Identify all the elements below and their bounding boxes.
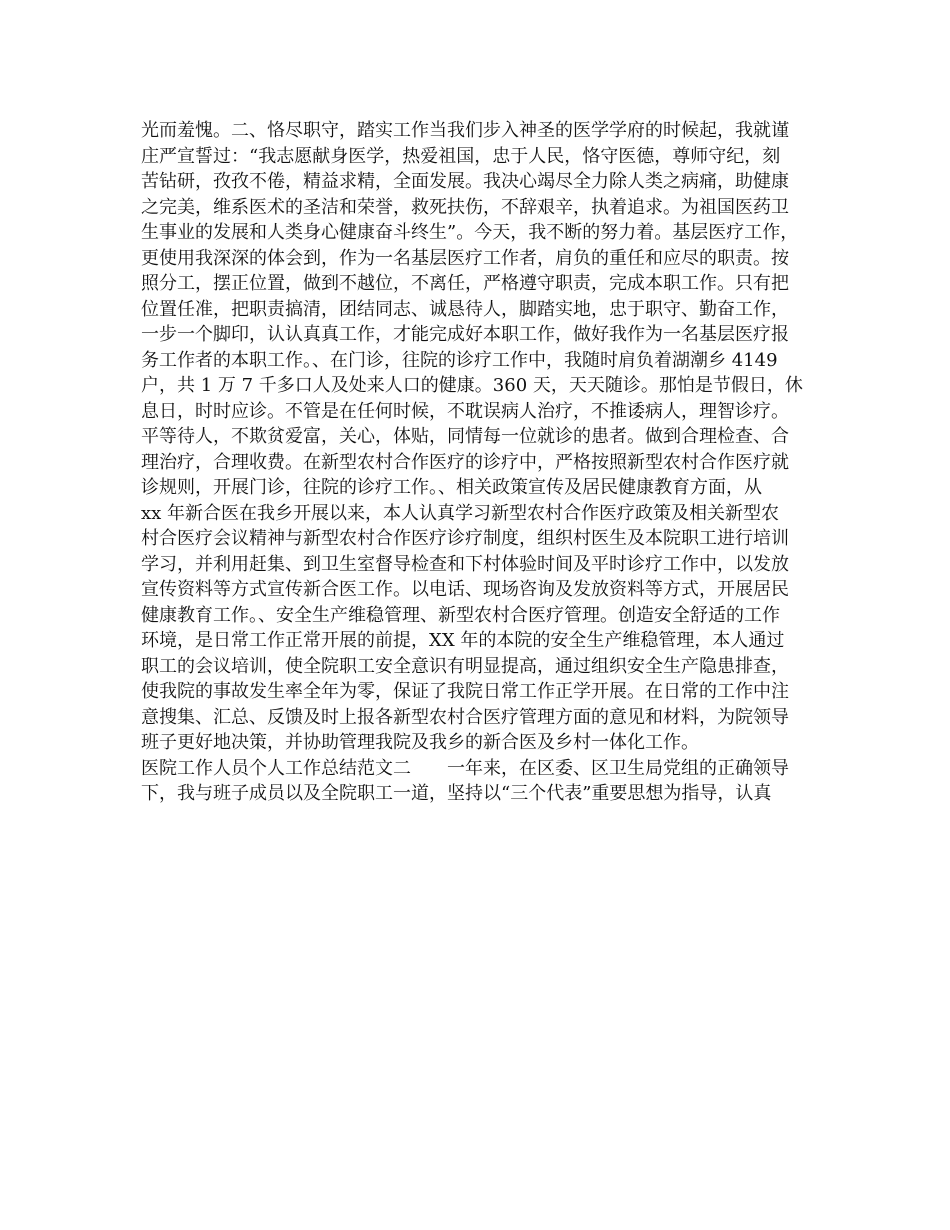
text-line: 户，共 1 万 7 千多口人及处来人口的健康。360 天，天天随诊。那怕是节假日，休 xyxy=(141,375,803,396)
text-line: 诊规则，开展门诊，往院的诊疗工作。、相关政策宣传及居民健康教育方面，从 xyxy=(141,477,762,498)
text-line: xx 年新合医在我乡开展以来，本人认真学习新型农村合作医疗政策及相关新型农 xyxy=(141,502,780,524)
text-line: 使我院的事故发生率全年为零，保证了我院日常工作正学开展。在日常的工作中注 xyxy=(141,681,789,702)
text-line: 庄严宣誓过：“我志愿献身医学，热爱祖国，忠于人民，恪守医德，尊师守纪，刻 xyxy=(141,145,781,167)
text-line: 村合医疗会议精神与新型农村合作医疗诊疗制度，组织村医生及本院职工进行培训 xyxy=(141,528,789,549)
text-line: 一步一个脚印，认认真真工作，才能完成好本职工作，做好我作为一名基层医疗报 xyxy=(141,324,789,345)
text-line: 宣传资料等方式宣传新合医工作。以电话、现场咨询及发放资料等方式，开展居民 xyxy=(141,579,789,600)
text-line: 位置任准，把职责搞清，团结同志、诚恳待人，脚踏实地，忠于职守、勤奋工作， xyxy=(141,298,789,320)
text-line: 平等待人，不欺贫爱富，关心，体贴，同情每一位就诊的患者。做到合理检查、合 xyxy=(141,426,789,447)
text-line: 苦钻研，孜孜不倦，精益求精，全面发展。我决心竭尽全力除人类之病痛，助健康 xyxy=(141,171,789,192)
text-line: 照分工，摆正位置，做到不越位，不离任，严格遵守职责，完成本职工作。只有把 xyxy=(141,273,789,294)
text-line: 健康教育工作。、安全生产维稳管理、新型农村合医疗管理。创造安全舒适的工作 xyxy=(141,604,780,626)
text-line: 环境，是日常工作正常开展的前提，XX 年的本院的安全生产维稳管理，本人通过 xyxy=(141,630,785,651)
text-line: 息日，时时应诊。不管是在任何时候，不耽误病人治疗，不推诿病人，理智诊疗。 xyxy=(141,400,789,422)
text-line: 务工作者的本职工作。、在门诊，往院的诊疗工作中，我随时肩负着湖潮乡 4149 xyxy=(141,349,778,371)
text-line: 光而羞愧。二、恪尽职守，踏实工作当我们步入神圣的医学学府的时候起，我就谨 xyxy=(141,120,789,141)
text-line: 理治疗，合理收费。在新型农村合作医疗的诊疗中，严格按照新型农村合作医疗就 xyxy=(141,451,789,473)
text-line: 意搜集、汇总、反馈及时上报各新型农村合医疗管理方面的意见和材料，为院领导 xyxy=(141,706,789,728)
text-line: 下，我与班子成员以及全院职工一道，坚持以“三个代表”重要思想为指导，认真 xyxy=(141,783,772,804)
document-body xyxy=(141,118,831,807)
text-line: 班子更好地决策，并协助管理我院及我乡的新合医及乡村一体化工作。 xyxy=(141,732,699,753)
section-heading-line: 医院工作人员个人工作总结范文二 一年来，在区委、区卫生局党组的正确领导 xyxy=(141,757,789,779)
text-line: 职工的会议培训，使全院职工安全意识有明显提高，通过组织安全生产隐患排查， xyxy=(141,655,789,677)
text-line: 更使用我深深的体会到，作为一名基层医疗工作者，肩负的重任和应尽的职责。按 xyxy=(141,247,789,269)
text-line: 学习，并利用赶集、到卫生室督导检查和下村体验时间及平时诊疗工作中，以发放 xyxy=(141,553,789,575)
text-line: 生事业的发展和人类身心健康奋斗终生”。今天，我不断的努力着。基层医疗工作， xyxy=(141,222,799,243)
text-line: 之完美，维系医术的圣洁和荣誉，救死扶伤，不辞艰辛，执着追求。为祖国医药卫 xyxy=(141,196,789,218)
